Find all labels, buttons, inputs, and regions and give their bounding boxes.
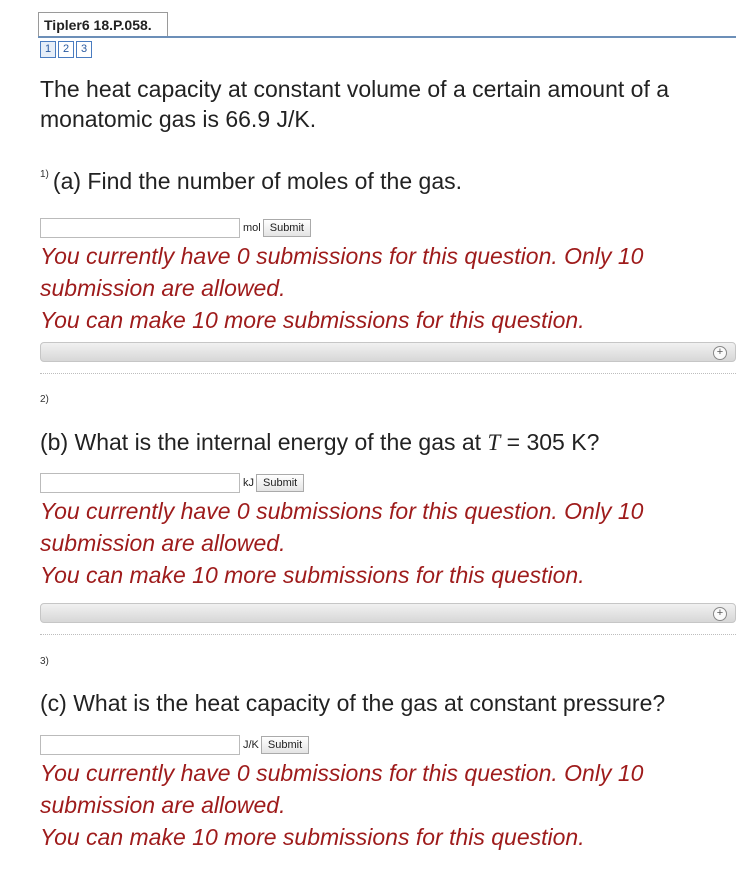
page-link-1[interactable]: 1	[40, 41, 56, 58]
answer-input-b[interactable]	[40, 473, 240, 493]
question-a	[40, 166, 730, 336]
question-a-prompt: (a) Find the number of moles of the gas.	[52, 168, 462, 194]
plus-circle-icon[interactable]: +	[713, 607, 727, 621]
page-link-2[interactable]: 2	[58, 41, 74, 58]
submit-button-c[interactable]: Submit	[261, 736, 309, 754]
submission-notice: You currently have 0 submissions for this question. Only 10 submission are allowed.	[40, 760, 644, 818]
problem-statement: The heat capacity at constant volume of a certain amount of a monatomic gas is 66.9 J/K.	[40, 76, 670, 132]
problem-title-tab	[38, 12, 168, 36]
temperature-variable: T	[487, 430, 501, 455]
hint-expander-a[interactable]	[40, 342, 736, 362]
submit-button-a[interactable]: Submit	[263, 219, 311, 237]
unit-label: J/K	[243, 739, 259, 751]
submission-notice: You currently have 0 submissions for this question. Only 10 submission are allowed.	[40, 243, 644, 301]
hint-expander-b[interactable]	[40, 603, 736, 623]
page-link-3[interactable]: 3	[76, 41, 92, 58]
question-c-text: (c) What is the heat capacity of the gas at constant pressure?	[40, 690, 666, 716]
unit-label: kJ	[243, 477, 254, 489]
unit-label: mol	[243, 222, 261, 234]
question-c	[40, 656, 730, 853]
question-number: 1)	[40, 169, 49, 180]
question-b-prompt-start: (b) What is the internal energy of the gas at	[40, 429, 488, 455]
remaining-submissions: You can make 10 more submissions for this question.	[40, 307, 585, 333]
question-b-text	[40, 427, 730, 458]
question-a-text	[40, 166, 730, 202]
submit-button-b[interactable]: Submit	[256, 474, 304, 492]
answer-row	[40, 734, 730, 756]
question-number: 2)	[40, 394, 49, 405]
plus-circle-icon[interactable]: +	[713, 346, 727, 360]
problem-title: Tipler6 18.P.058.	[44, 17, 152, 33]
answer-input-a[interactable]	[40, 218, 240, 238]
remaining-submissions: You can make 10 more submissions for this question.	[40, 562, 585, 588]
separator	[40, 373, 736, 374]
separator	[40, 634, 736, 635]
question-b-prompt-end: = 305 K?	[500, 429, 600, 455]
page-navigation	[40, 41, 94, 58]
answer-input-c[interactable]	[40, 735, 240, 755]
answer-row	[40, 472, 730, 494]
answer-row	[40, 217, 730, 239]
remaining-submissions: You can make 10 more submissions for this question.	[40, 824, 585, 850]
question-b	[40, 394, 730, 591]
submission-notice: You currently have 0 submissions for this question. Only 10 submission are allowed.	[40, 498, 644, 556]
question-number: 3)	[40, 656, 49, 667]
